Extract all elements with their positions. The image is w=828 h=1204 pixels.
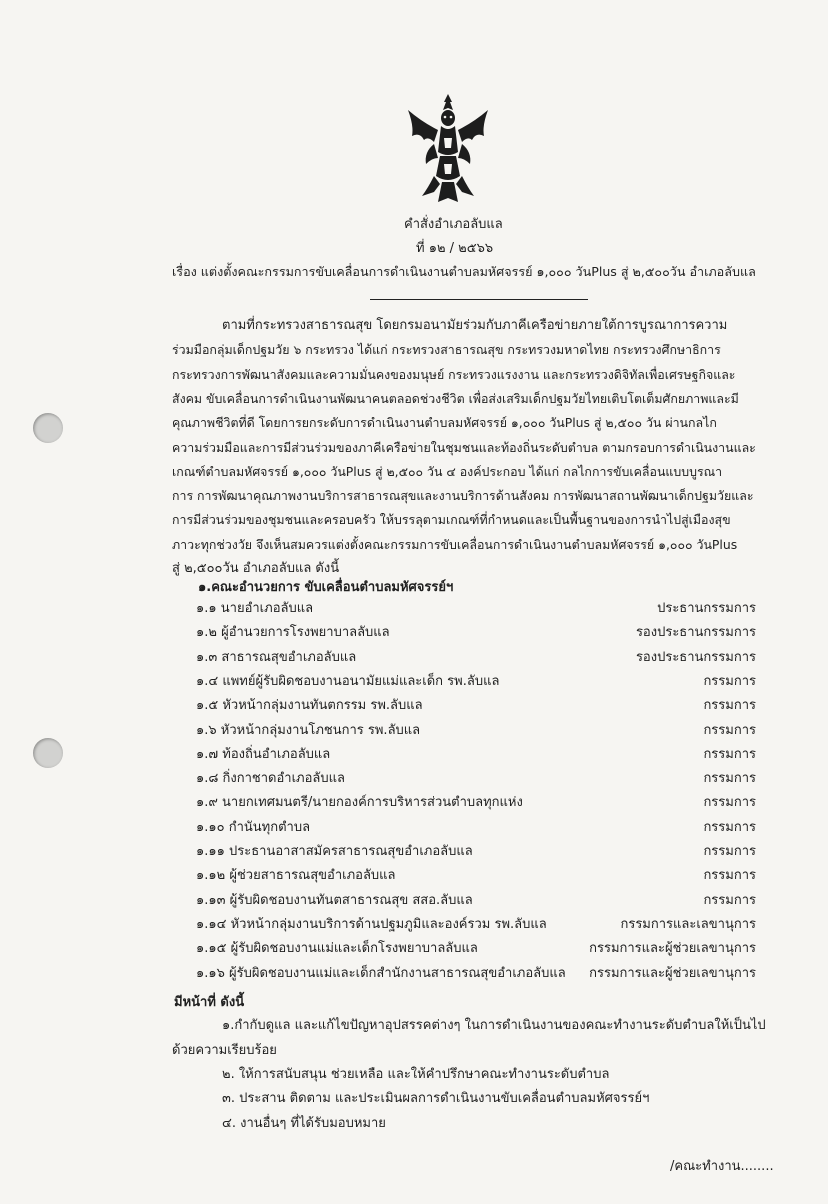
member-label: ๑.๑๐ กำนันทุกตำบล <box>196 819 311 835</box>
intro-line: กระทรวงการพัฒนาสังคมและความมั่นคงของมนุษย์ กระทรวงแรงงาน และกระทรวงดิจิทัลเพื่อเศรษฐกิจและ <box>172 366 736 382</box>
member-label: ๑.๑๒ ผู้ช่วยสาธารณสุขอำเภอลับแล <box>196 868 396 884</box>
member-label: ๑.๑๓ ผู้รับผิดชอบงานทันตสาธารณสุข สสอ.ลับแล <box>196 892 473 908</box>
intro-line: ความร่วมมือและการมีส่วนร่วมของภาคีเครือข่ายในชุมชนและท้องถิ่นระดับตำบล ตามกรอบการดำเนินงานและ <box>172 439 756 455</box>
member-role: กรรมการ <box>703 868 756 884</box>
member-label: ๑.๔ แพทย์ผู้รับผิดชอบงานอนามัยแม่และเด็ก รพ.ลับแล <box>196 673 500 689</box>
intro-line: ตามที่กระทรวงสาธารณสุข โดยกรมอนามัยร่วมกับภาคีเครือข่ายภายใต้การบูรณาการความ <box>222 318 728 333</box>
section1-heading: ๑.คณะอำนวยการ ขับเคลื่อนตำบลมหัศจรรย์ฯ <box>198 580 454 595</box>
intro-line: ภาวะทุกช่วงวัย จึงเห็นสมควรแต่งตั้งคณะกรรมการขับเคลื่อนการดำเนินงานตำบลมหัศจรรย์ ๑,๐๐๐ วันPlus <box>172 536 738 552</box>
member-role: กรรมการและผู้ช่วยเลขานุการ <box>589 965 756 981</box>
member-role: กรรมการ <box>703 746 756 762</box>
member-label: ๑.๕ หัวหน้ากลุ่มงานทันตกรรม รพ.ลับแล <box>196 698 423 714</box>
intro-line: คุณภาพชีวิตที่ดี โดยการยกระดับการดำเนินงานตำบลมหัศจรรย์ ๑,๐๐๐ วันPlus สู่ ๒,๕๐๐ วัน ผ่านกลไก <box>172 415 717 431</box>
member-role: กรรมการ <box>703 698 756 714</box>
punch-hole-top <box>33 413 63 443</box>
intro-line: เกณฑ์ตำบลมหัศจรรย์ ๑,๐๐๐ วันPlus สู่ ๒,๕๐๐ วัน ๔ องค์ประกอบ ได้แก่ กลไกการขับเคลื่อนแบบบูรณา <box>172 463 723 479</box>
member-label: ๑.๑๕ ผู้รับผิดชอบงานแม่และเด็กโรงพยาบาลลับแล <box>196 941 478 957</box>
member-role: กรรมการและเลขานุการ <box>620 916 756 932</box>
member-role: กรรมการ <box>703 771 756 787</box>
member-role: รองประธานกรรมการ <box>635 649 756 665</box>
intro-line: สังคม ขับเคลื่อนการดำเนินงานพัฒนาคนตลอดช่วงชีวิต เพื่อส่งเสริมเด็กปฐมวัยไทยเติบโตเต็มศักยภาพและมี <box>172 390 739 406</box>
header-divider <box>370 299 588 300</box>
intro-line: การมีส่วนร่วมของชุมชนและครอบครัว ให้บรรลุตามเกณฑ์ที่กำหนดและเป็นพื้นฐานของการนำไปสู่เมืองสุข <box>172 512 731 528</box>
intro-line: ร่วมมือกลุ่มเด็กปฐมวัย ๖ กระทรวง ได้แก่ กระทรวงสาธารณสุข กระทรวงมหาดไทย กระทรวงศึกษาธิการ <box>172 342 721 358</box>
duty-4: ๔. งานอื่นๆ ที่ได้รับมอบหมาย <box>222 1116 386 1131</box>
member-role: กรรมการ <box>703 673 756 689</box>
member-role: กรรมการ <box>703 819 756 835</box>
duty-3: ๓. ประสาน ติดตาม และประเมินผลการดำเนินงานขับเคลื่อนตำบลมหัศจรรย์ฯ <box>222 1091 650 1106</box>
member-label: ๑.๑๔ หัวหน้ากลุ่มงานบริการด้านปฐมภูมิและองค์รวม รพ.ลับแล <box>196 916 547 932</box>
member-role: กรรมการ <box>703 722 756 738</box>
member-label: ๑.๙ นายกเทศมนตรี/นายกองค์การบริหารส่วนตำบลทุกแห่ง <box>196 795 523 811</box>
member-role: รองประธานกรรมการ <box>635 625 756 641</box>
punch-hole-bottom <box>33 738 63 768</box>
member-role: กรรมการและผู้ช่วยเลขานุการ <box>589 941 756 957</box>
member-label: ๑.๗ ท้องถิ่นอำเภอลับแล <box>196 746 331 762</box>
member-label: ๑.๒ ผู้อำนวยการโรงพยาบาลลับแล <box>196 625 390 641</box>
member-label: ๑.๓ สาธารณสุขอำเภอลับแล <box>196 649 357 665</box>
duty-2: ๒. ให้การสนับสนุน ช่วยเหลือ และให้คำปรึกษาคณะทำงานระดับตำบล <box>222 1067 610 1082</box>
duties-heading: มีหน้าที่ ดังนี้ <box>174 995 245 1010</box>
member-label: ๑.๖ หัวหน้ากลุ่มงานโภชนการ รพ.ลับแล <box>196 722 421 738</box>
duty-1-line-1: ๑.กำกับดูแล และแก้ไขปัญหาอุปสรรคต่างๆ ในการดำเนินงานของคณะทำงานระดับตำบลให้เป็นไป <box>222 1018 766 1033</box>
member-label: ๑.๑๖ ผู้รับผิดชอบงานแม่และเด็กสำนักงานสาธารณสุขอำเภอลับแล <box>196 965 566 981</box>
member-role: กรรมการ <box>703 844 756 859</box>
member-role: กรรมการ <box>703 795 756 811</box>
garuda-emblem-icon <box>404 92 492 204</box>
intro-line: สู่ ๒,๕๐๐วัน อำเภอลับแล ดังนี้ <box>172 561 340 576</box>
duty-1-line-2: ด้วยความเรียบร้อย <box>172 1043 277 1058</box>
intro-line: การ การพัฒนาคุณภาพงานบริการสาธารณสุขและงานบริการด้านสังคม การพัฒนาสถานพัฒนาเด็กปฐมวัยและ <box>172 488 754 504</box>
continuation-note: /คณะทำงาน........ <box>670 1159 774 1174</box>
member-role: กรรมการ <box>703 892 756 908</box>
member-label: ๑.๘ กิ่งกาชาดอำเภอลับแล <box>196 771 345 787</box>
member-role: ประธานกรรมการ <box>657 601 756 616</box>
member-label: ๑.๑ นายอำเภอลับแล <box>196 601 314 616</box>
order-number: ที่ ๑๒ / ๒๕๖๖ <box>416 241 494 256</box>
order-title: คำสั่งอำเภอลับแล <box>404 217 503 232</box>
member-label: ๑.๑๑ ประธานอาสาสมัครสาธารณสุขอำเภอลับแล <box>196 844 473 859</box>
order-subject: เรื่อง แต่งตั้งคณะกรรมการขับเคลื่อนการดำเนินงานตำบลมหัศจรรย์ ๑,๐๐๐ วันPlus สู่ ๒,๕๐๐วัน อำเภอลับแล <box>172 264 756 279</box>
